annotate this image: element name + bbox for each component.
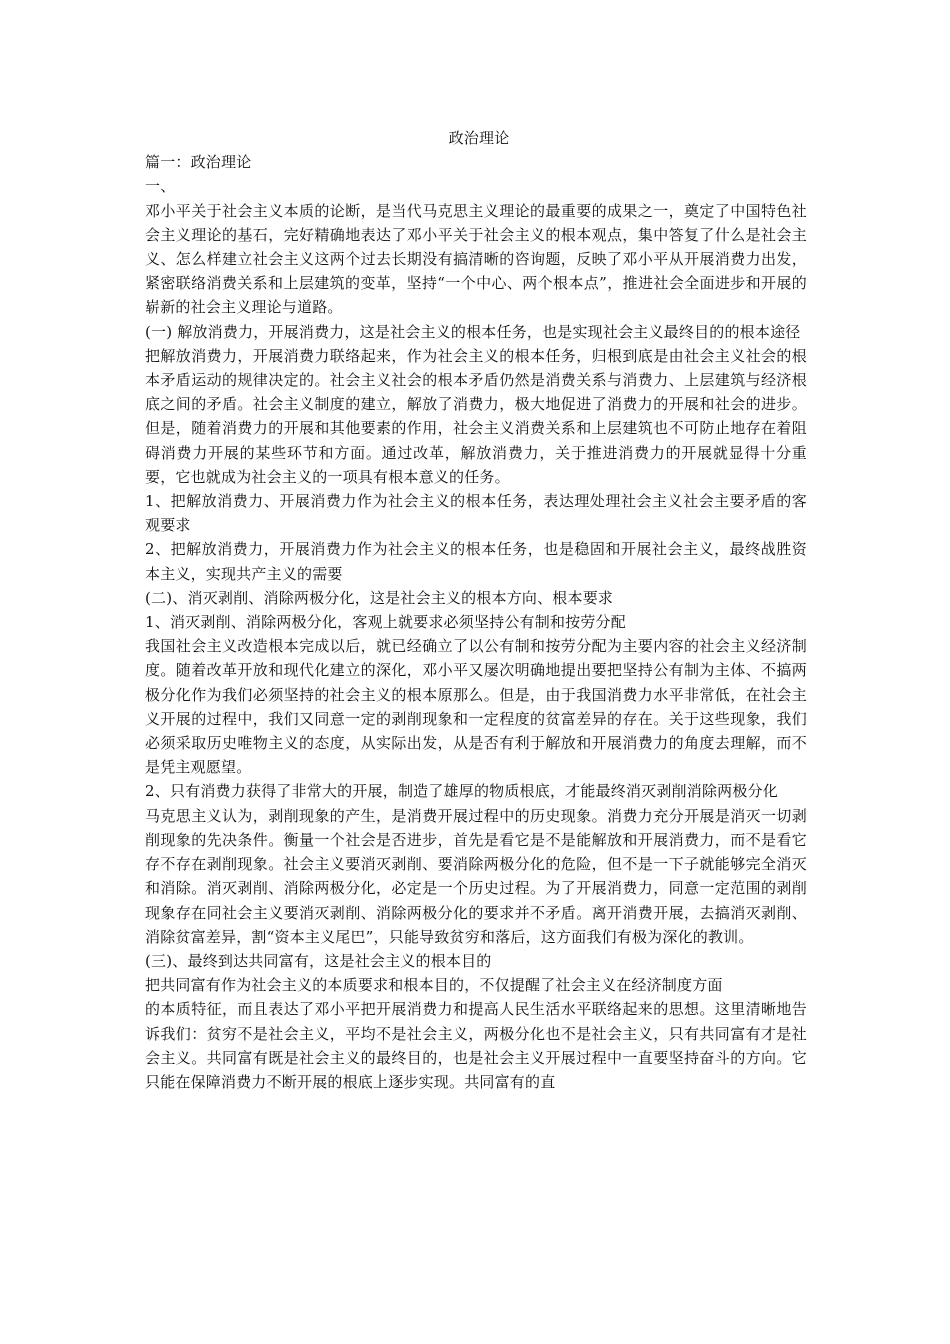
body-paragraph-intro: 邓小平关于社会主义本质的论断，是当代马克思主义理论的最重要的成果之一，奠定了中国特色社会主义理论的基石，完好精确地表达了邓小平关于社会主义的根本观点，集中答复了什么是社会主义、怎么样建立社会主义这两个过去长期没有搞清晰的咨询题，反映了邓小平从开展消费力出发，紧密联络消费关系和上层建筑的变革，坚持“一个中心、两个根本点”，推进社会全面进步和开展的崭新的社会主义理论与道路。 (145, 201, 807, 317)
body-paragraph-4b: 的本质特征，而且表达了邓小平把开展消费力和提高人民生活水平联络起来的思想。这里清晰地告诉我们：贫穷不是社会主义，平均不是社会主义，两极分化也不是社会主义，只有共同富有才是社会主义。共同富有既是社会主义的最终目的，也是社会主义开展过程中一直要坚持奋斗的方向。它只能在保障消费力不断开展的根底上逐步实现。共同富有的直 (145, 1000, 807, 1091)
heading-subsection-1: (一) 解放消费力，开展消费力，这是社会主义的根本任务，也是实现社会主义最终目的的根本途径 (145, 322, 801, 341)
body-paragraph-2: 我国社会主义改造根本完成以后，就已经确立了以公有制和按劳分配为主要内容的社会主义经济制度。随着改革开放和现代化建立的深化，邓小平又屡次明确地提出要把坚持公有制为主体、不搞两极分化作为我们必须坚持的社会主义的根本原那么。但是，由于我国消费力水平非常低，在社会主义开展的过程中，我们又同意一定的剥削现象和一定程度的贫富差异的存在。关于这些现象，我们必须采取历史唯物主义的态度，从实际出发，从是否有利于解放和开展消费力的角度去理解，而不是凭主观愿望。 (145, 637, 807, 777)
list-item-1-2: 2、把解放消费力，开展消费力作为社会主义的根本任务，也是稳固和开展社会主义，最终战胜资本主义，实现共产主义的需要 (145, 540, 807, 583)
list-item-1-1: 1、把解放消费力、开展消费力作为社会主义的根本任务，表达理处理社会主义社会主要矛盾的客观要求 (145, 492, 807, 535)
heading-subsection-3: (三)、最终到达共同富有，这是社会主义的根本目的 (145, 951, 492, 970)
heading-subsection-2: (二)、消灭剥削、消除两极分化，这是社会主义的根本方向、根本要求 (145, 588, 614, 607)
list-item-2-1: 1、消灭剥削、消除两极分化，客观上就要求必须坚持公有制和按劳分配 (145, 613, 626, 632)
list-item-2-2: 2、只有消费力获得了非常大的开展，制造了雄厚的物质根底，才能最终消灭剥削消除两极分化 (145, 782, 778, 801)
body-paragraph-1: 把解放消费力，开展消费力联络起来，作为社会主义的根本任务，归根到底是由社会主义社会的根本矛盾运动的规律决定的。社会主义社会的根本矛盾仍然是消费关系与消费力、上层建筑与经济根底之间的矛盾。社会主义制度的建立，解放了消费力，极大地促进了消费力的开展和社会的进步。但是，随着消费力的开展和其他要素的作用，社会主义消费关系和上层建筑也不可防止地存在着阻碍消费力开展的某些环节和方面。通过改革，解放消费力，关于推进消费力的开展就显得十分重要，它也就成为社会主义的一项具有根本意义的任务。 (145, 346, 807, 486)
document-title: 政治理论 (448, 129, 510, 147)
document-body (145, 126, 807, 1094)
heading-part-one: 一、 (145, 177, 176, 196)
body-paragraph-4a: 把共同富有作为社会主义的本质要求和根本目的，不仅提醒了社会主义在经济制度方面 (145, 976, 723, 995)
heading-section-1: 篇一：政治理论 (145, 153, 252, 172)
body-paragraph-3: 马克思主义认为，剥削现象的产生，是消费开展过程中的历史现象。消费力充分开展是消灭一切剥削现象的先决条件。衡量一个社会是否进步，首先是看它是不是能解放和开展消费力，而不是看它存不存在剥削现象。社会主义要消灭剥削、要消除两极分化的危险，但不是一下子就能够完全消灭和消除。消灭剥削、消除两极分化，必定是一个历史过程。为了开展消费力，同意一定范围的剥削现象存在同社会主义要消灭剥削、消除两极分化的要求并不矛盾。离开消费开展，去搞消灭剥削、消除贫富差异，割“资本主义尾巴”，只能导致贫穷和落后，这方面我们有极为深化的教训。 (145, 806, 807, 946)
